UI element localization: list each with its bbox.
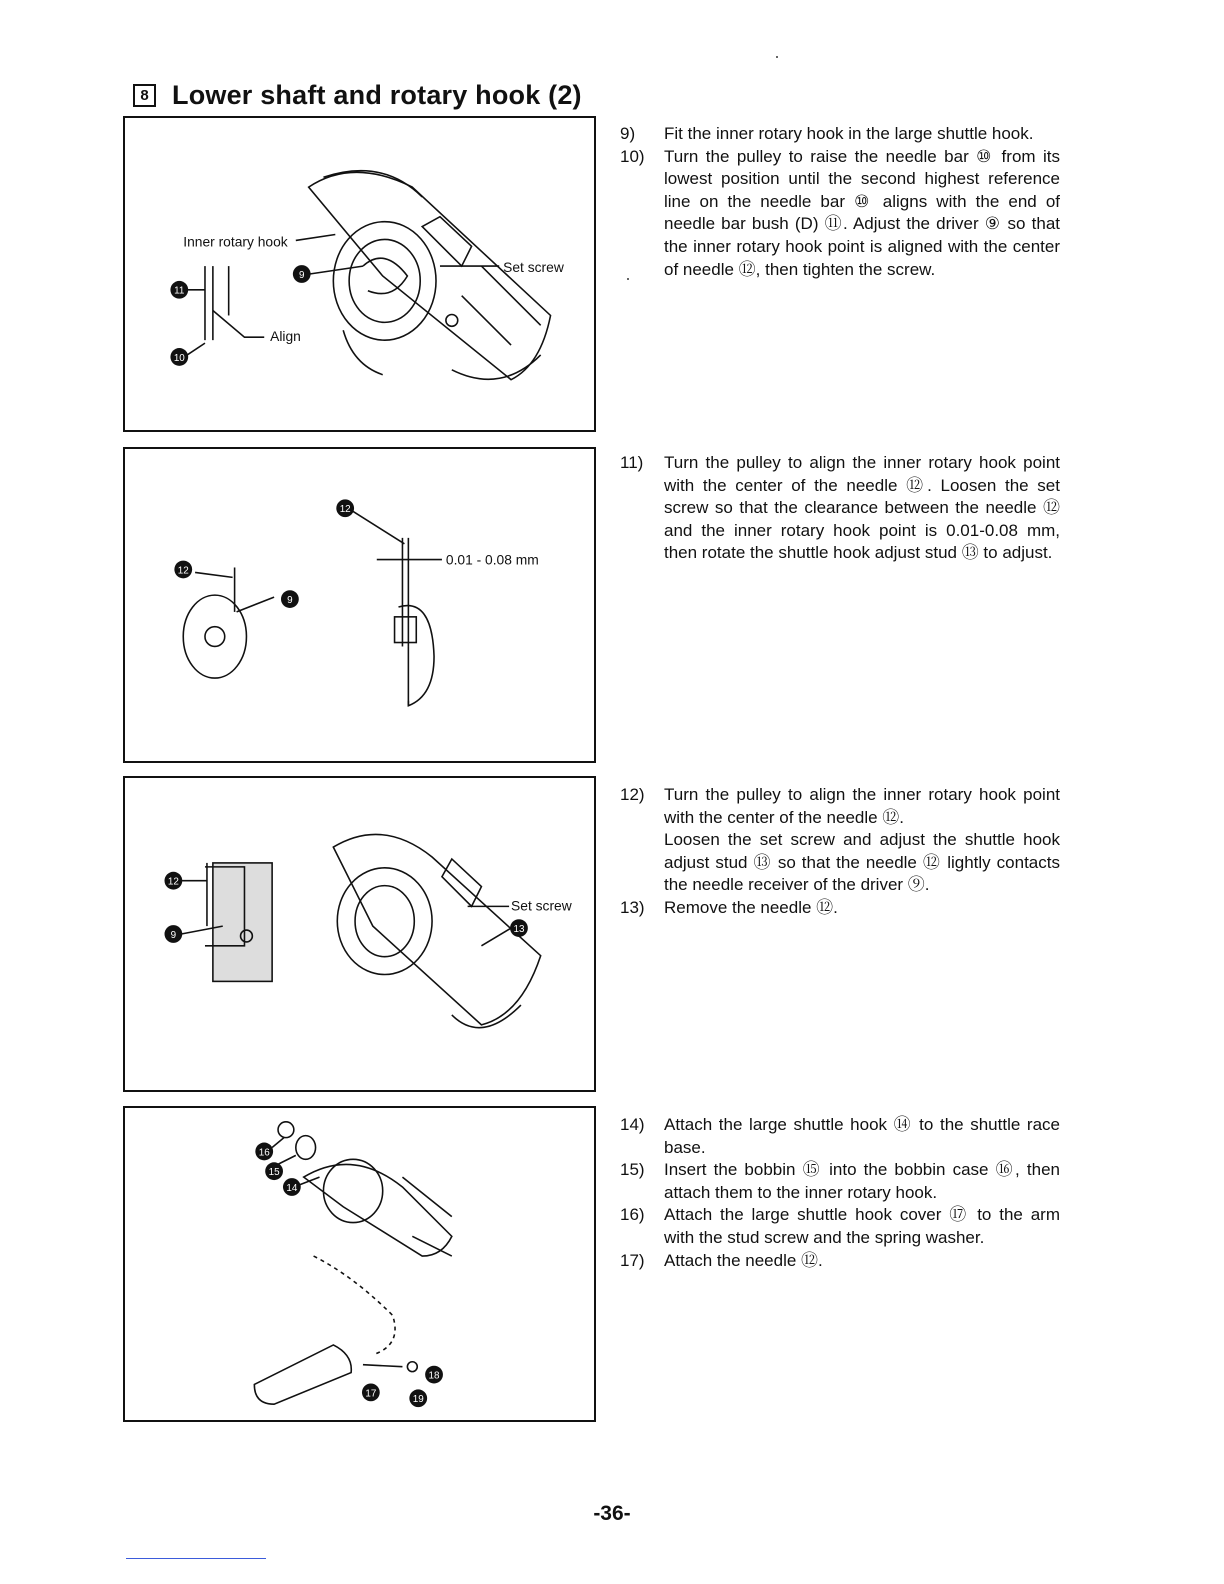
step-13 <box>620 897 1060 920</box>
driver-block <box>395 617 417 643</box>
shuttle-cover-17 <box>254 1345 351 1404</box>
driver-bracket <box>422 217 471 266</box>
stud-screw <box>407 1362 417 1372</box>
step-number: 12) <box>620 785 645 804</box>
step-number: 14) <box>620 1115 645 1134</box>
figure-1 <box>123 116 596 432</box>
stud-screw-line <box>363 1365 402 1367</box>
step-text: Turn the pulley to raise the needle bar ⑩ from its lowest position until the second highest reference line on the needle bar ⑩ aligns with the end of needle bar bush (D) ⑪. Adjust the driver ⑨ so that the inner rotary hook point is aligned with the center of needle ⑫, then tighten the screw. <box>664 146 1060 279</box>
step-text: Turn the pulley to align the inner rotary hook point with the center of the needle ⑫. Loosen the set screw so that the clearance between the needle ⑫ and the inner rotary hook point is 0.01-0.08 mm, then rotate the shuttle hook adjust stud ⑬ to adjust. <box>664 453 1060 563</box>
marker-18-text: 18 <box>428 1370 440 1382</box>
section-number: 8 <box>133 84 156 107</box>
steps-group-2 <box>620 452 1060 565</box>
steps-group-4 <box>620 1114 1060 1272</box>
align-leader <box>213 311 264 338</box>
marker-12a-text: 12 <box>177 565 189 577</box>
arm-lines <box>462 266 541 345</box>
step-12 <box>620 784 1060 897</box>
step-text: Fit the inner rotary hook in the large shuttle hook. <box>664 124 1034 143</box>
label-set-screw: Set screw <box>503 259 564 276</box>
marker-16-text: 16 <box>258 1147 270 1159</box>
step-number: 17) <box>620 1250 645 1270</box>
step-text: Remove the needle ⑫. <box>664 897 838 917</box>
step-15 <box>620 1159 1060 1204</box>
label-clearance: 0.01 - 0.08 mm <box>445 551 539 568</box>
leader-9 <box>310 266 363 274</box>
step-10 <box>620 146 1060 282</box>
step-12-text-a: Turn the pulley to align the inner rotary hook point with the center of the needle ⑫. <box>664 785 1060 827</box>
marker-13-text: 13 <box>513 924 525 936</box>
leader-13 <box>481 928 511 946</box>
bobbin-16 <box>278 1122 294 1138</box>
step-16 <box>620 1204 1060 1249</box>
label-inner-rotary-hook: Inner rotary hook <box>183 233 288 250</box>
step-number: 11) <box>620 453 644 472</box>
figure-1-drawing <box>125 118 594 430</box>
marker-19-text: 19 <box>412 1394 424 1406</box>
leader-inner-hook <box>296 235 335 241</box>
rotary-inner-fig3 <box>355 886 414 957</box>
dashed-path <box>314 1256 395 1355</box>
hook-body-outline <box>309 172 551 379</box>
marker-11-text: 11 <box>174 285 185 297</box>
figure-2 <box>123 447 596 763</box>
marker-10-text: 10 <box>173 352 185 364</box>
section-heading <box>133 80 582 111</box>
rotary-hook-inner <box>349 239 420 322</box>
leader-15 <box>276 1155 296 1165</box>
step-text: Attach the needle ⑫. <box>664 1250 823 1270</box>
leader-12-right <box>351 510 404 544</box>
scan-speck <box>627 278 629 280</box>
scan-speck <box>776 56 778 58</box>
figure-4-drawing <box>125 1108 594 1420</box>
marker-9-text: 9 <box>298 269 305 281</box>
marker-14-text: 14 <box>286 1182 298 1194</box>
marker-9-fig3-text: 9 <box>170 929 177 941</box>
label-set-screw-fig3: Set screw <box>511 897 572 914</box>
leader-10 <box>187 343 205 355</box>
section-title: Lower shaft and rotary hook (2) <box>172 80 582 110</box>
hook-point <box>363 258 407 293</box>
leader-12-left <box>195 572 233 577</box>
footer-rule <box>126 1558 266 1559</box>
driver-bracket-fig3 <box>442 859 481 906</box>
step-number: 16) <box>620 1205 645 1225</box>
figure-3-drawing <box>125 778 594 1090</box>
label-align: Align <box>270 328 301 345</box>
step-text: Attach the large shuttle hook cover ⑰ to the arm with the stud screw and the spring washer. <box>664 1205 1060 1247</box>
step-text <box>664 784 1060 897</box>
marker-17-text: 17 <box>365 1388 377 1400</box>
step-number: 10) <box>620 146 645 166</box>
figure-3 <box>123 776 596 1092</box>
figure-2-drawing <box>125 449 594 761</box>
step-14 <box>620 1114 1060 1159</box>
step-number: 13) <box>620 897 645 917</box>
page-number: -36- <box>593 1502 631 1525</box>
marker-9-fig2-text: 9 <box>287 595 293 607</box>
left-hook-body <box>183 595 246 678</box>
marker-12b-text: 12 <box>339 504 351 516</box>
step-9 <box>620 123 1060 146</box>
steps-group-3 <box>620 784 1060 920</box>
step-text: Attach the large shuttle hook ⑭ to the shuttle race base. <box>664 1115 1060 1157</box>
steps-group-1 <box>620 123 1060 281</box>
leader-16 <box>272 1138 284 1148</box>
left-hook-center <box>205 627 225 647</box>
step-12-text-b: Loosen the set screw and adjust the shuttle hook adjust stud ⑬ so that the needle ⑫ lightly contacts the needle receiver of the driver ⑨. <box>664 830 1060 895</box>
bobbin-case <box>296 1136 316 1160</box>
figure-4 <box>123 1106 596 1422</box>
step-number: 15) <box>620 1160 645 1180</box>
step-17 <box>620 1250 1060 1273</box>
step-11 <box>620 452 1060 565</box>
marker-15-text: 15 <box>268 1167 280 1179</box>
screw-head <box>446 314 458 326</box>
race-base-hatch <box>213 863 272 981</box>
shaft-line <box>343 330 382 374</box>
marker-12-fig3-text: 12 <box>167 876 179 888</box>
step-number: 9) <box>620 124 636 143</box>
leader-9 <box>237 597 275 612</box>
rotary-hook-fig3 <box>337 868 432 975</box>
step-text: Insert the bobbin ⑮ into the bobbin case ⑯, then attach them to the inner rotary hook. <box>664 1160 1060 1202</box>
